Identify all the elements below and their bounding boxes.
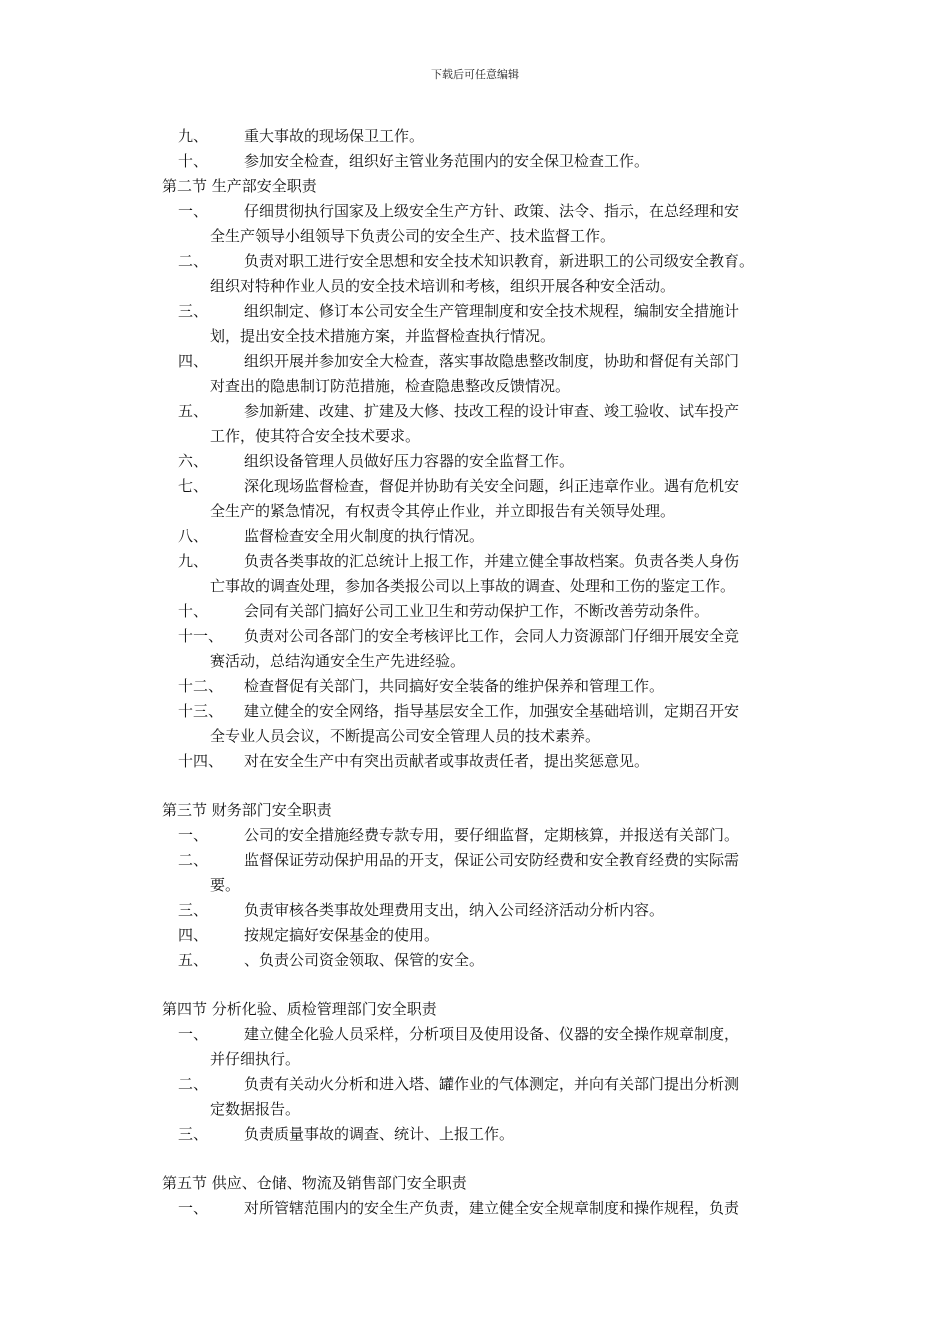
list-item-continuation	[0, 649, 950, 674]
item-text: 重大事故的现场保卫工作。	[244, 127, 425, 145]
item-text: 检查督促有关部门，共同搞好安全装备的维护保养和管理工作。	[244, 677, 665, 695]
list-item-continuation	[0, 1047, 950, 1072]
section-title: 第四节 分析化验、质检管理部门安全职责	[162, 1000, 437, 1018]
item-text: 要。	[210, 876, 241, 894]
list-item	[0, 898, 950, 923]
item-text: 负责审核各类事故处理费用支出，纳入公司经济活动分析内容。	[244, 901, 665, 919]
item-text: 监督检查安全用火制度的执行情况。	[244, 527, 485, 545]
list-item-continuation	[0, 424, 950, 449]
item-number: 一、	[178, 1025, 209, 1043]
item-number: 一、	[178, 826, 209, 844]
item-text: 负责质量事故的调查、统计、上报工作。	[244, 1125, 515, 1143]
item-number: 十三、	[178, 702, 224, 720]
item-text: 、负责公司资金领取、保管的安全。	[244, 951, 485, 969]
item-text: 负责对公司各部门的安全考核评比工作，会同人力资源部门仔细开展安全竞	[244, 627, 740, 645]
list-item	[0, 1072, 950, 1097]
item-text: 负责有关动火分析和进入塔、罐作业的气体测定，并向有关部门提出分析测	[244, 1075, 740, 1093]
item-text: 全生产的紧急情况，有权责令其停止作业，并立即报告有关领导处理。	[210, 502, 676, 520]
item-text: 深化现场监督检查，督促并协助有关安全问题，纠正违章作业。遇有危机安	[244, 477, 740, 495]
list-item-continuation	[0, 274, 950, 299]
item-text: 工作，使其符合安全技术要求。	[210, 427, 421, 445]
list-item	[0, 674, 950, 699]
item-number: 九、	[178, 552, 209, 570]
item-number: 二、	[178, 851, 209, 869]
section-heading	[0, 174, 950, 199]
section-title: 第五节 供应、仓储、物流及销售部门安全职责	[162, 1174, 467, 1192]
item-number: 五、	[178, 951, 209, 969]
item-text: 全生产领导小组领导下负责公司的安全生产、技术监督工作。	[210, 227, 616, 245]
item-text: 定数据报告。	[210, 1100, 301, 1118]
item-number: 五、	[178, 402, 209, 420]
item-number: 十二、	[178, 677, 224, 695]
item-text: 并仔细执行。	[210, 1050, 301, 1068]
list-item-continuation	[0, 374, 950, 399]
item-text: 组织制定、修订本公司安全生产管理制度和安全技术规程，编制安全措施计	[244, 302, 740, 320]
section-gap	[0, 973, 950, 997]
list-item	[0, 449, 950, 474]
item-number: 十、	[178, 152, 209, 170]
item-text: 按规定搞好安保基金的使用。	[244, 926, 440, 944]
item-text: 全专业人员会议，不断提高公司安全管理人员的技术素养。	[210, 727, 601, 745]
list-item	[0, 823, 950, 848]
item-text: 会同有关部门搞好公司工业卫生和劳动保护工作，不断改善劳动条件。	[244, 602, 710, 620]
item-number: 四、	[178, 926, 209, 944]
item-text: 组织对特种作业人员的安全技术培训和考核，组织开展各种安全活动。	[210, 277, 676, 295]
item-text: 负责对职工进行安全思想和安全技术知识教育，新进职工的公司级安全教育。	[244, 252, 755, 270]
item-text: 划，提出安全技术措施方案，并监督检查执行情况。	[210, 327, 556, 345]
item-text: 监督保证劳动保护用品的开支，保证公司安防经费和安全教育经费的实际需	[244, 851, 740, 869]
section-heading	[0, 798, 950, 823]
item-number: 七、	[178, 477, 209, 495]
list-item	[0, 699, 950, 724]
section-title: 第三节 财务部门安全职责	[162, 801, 332, 819]
item-text: 亡事故的调查处理，参加各类报公司以上事故的调查、处理和工伤的鉴定工作。	[210, 577, 736, 595]
item-text: 仔细贯彻执行国家及上级安全生产方针、政策、法令、指示，在总经理和安	[244, 202, 740, 220]
list-item-continuation	[0, 724, 950, 749]
item-number: 四、	[178, 352, 209, 370]
item-text: 建立健全的安全网络，指导基层安全工作，加强安全基础培训，定期召开安	[244, 702, 740, 720]
item-number: 一、	[178, 202, 209, 220]
item-text: 对查出的隐患制订防范措施，检查隐患整改反馈情况。	[210, 377, 571, 395]
item-text: 参加安全检查，组织好主管业务范围内的安全保卫检查工作。	[244, 152, 650, 170]
list-item	[0, 624, 950, 649]
section-gap	[0, 1147, 950, 1171]
list-item-continuation	[0, 873, 950, 898]
list-item	[0, 524, 950, 549]
document-body	[0, 124, 950, 1221]
list-item-continuation	[0, 499, 950, 524]
item-text: 负责各类事故的汇总统计上报工作，并建立健全事故档案。负责各类人身伤	[244, 552, 740, 570]
item-number: 三、	[178, 901, 209, 919]
list-item	[0, 349, 950, 374]
item-text: 组织开展并参加安全大检查，落实事故隐患整改制度，协助和督促有关部门	[244, 352, 740, 370]
list-item	[0, 599, 950, 624]
list-item	[0, 124, 950, 149]
list-item	[0, 948, 950, 973]
section-gap	[0, 774, 950, 798]
item-number: 十四、	[178, 752, 224, 770]
page-header: 下载后可任意编辑	[431, 68, 519, 81]
list-item-continuation	[0, 224, 950, 249]
section-title: 第二节 生产部安全职责	[162, 177, 317, 195]
list-item	[0, 199, 950, 224]
list-item	[0, 1022, 950, 1047]
item-number: 八、	[178, 527, 209, 545]
list-item-continuation	[0, 324, 950, 349]
list-item-continuation	[0, 1097, 950, 1122]
item-number: 三、	[178, 1125, 209, 1143]
item-text: 参加新建、改建、扩建及大修、技改工程的设计审查、竣工验收、试车投产	[244, 402, 740, 420]
item-number: 三、	[178, 302, 209, 320]
item-text: 赛活动，总结沟通安全生产先进经验。	[210, 652, 466, 670]
item-text: 对在安全生产中有突出贡献者或事故责任者，提出奖惩意见。	[244, 752, 650, 770]
list-item	[0, 149, 950, 174]
list-item	[0, 848, 950, 873]
item-number: 九、	[178, 127, 209, 145]
section-heading	[0, 997, 950, 1022]
list-item	[0, 1196, 950, 1221]
item-number: 十一、	[178, 627, 224, 645]
item-number: 二、	[178, 1075, 209, 1093]
list-item	[0, 249, 950, 274]
list-item	[0, 923, 950, 948]
section-heading	[0, 1171, 950, 1196]
item-text: 公司的安全措施经费专款专用，要仔细监督，定期核算，并报送有关部门。	[244, 826, 740, 844]
list-item-continuation	[0, 574, 950, 599]
item-number: 一、	[178, 1199, 209, 1217]
list-item	[0, 549, 950, 574]
item-text: 对所管辖范围内的安全生产负责，建立健全安全规章制度和操作规程，负责	[244, 1199, 740, 1217]
item-text: 组织设备管理人员做好压力容器的安全监督工作。	[244, 452, 575, 470]
item-text: 建立健全化验人员采样，分析项目及使用设备、仪器的安全操作规章制度，	[244, 1025, 740, 1043]
item-number: 二、	[178, 252, 209, 270]
list-item	[0, 299, 950, 324]
item-number: 六、	[178, 452, 209, 470]
list-item	[0, 399, 950, 424]
list-item	[0, 474, 950, 499]
list-item	[0, 749, 950, 774]
list-item	[0, 1122, 950, 1147]
item-number: 十、	[178, 602, 209, 620]
